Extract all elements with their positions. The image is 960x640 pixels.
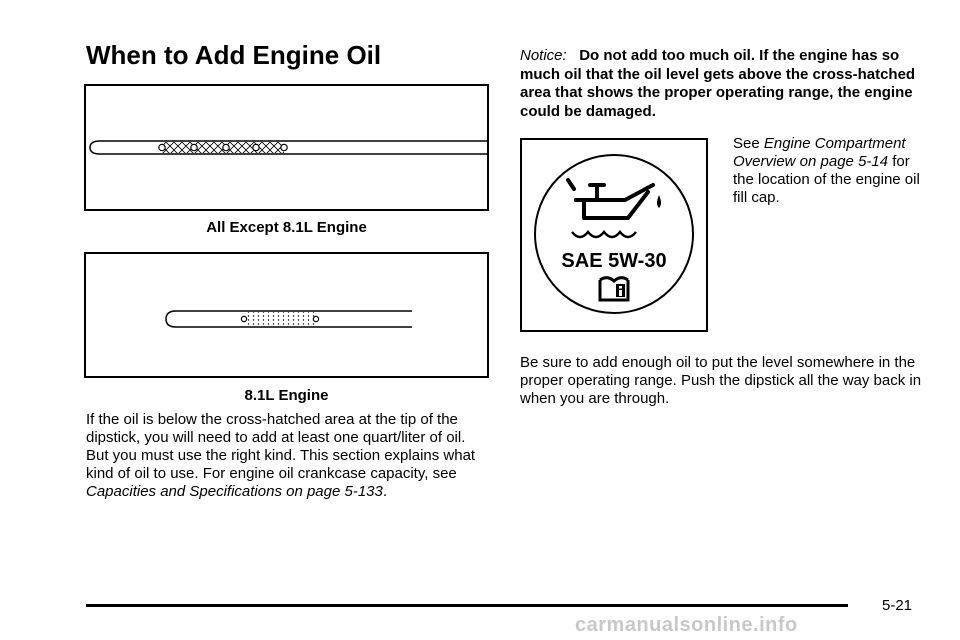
page-heading: When to Add Engine Oil <box>86 40 382 70</box>
oil-level-text: If the oil is below the cross-hatched area at the tip of the dipstick, you will need to add at least one quart/liter of oil. But you must use the right kind. This section explains what kind of oil to use. For engine oil crankcase capacity, see <box>86 411 476 482</box>
footer-rule <box>86 604 848 607</box>
notice-label: Notice: <box>520 47 567 64</box>
see-suffix: for the location of the engine oil fill cap. <box>733 153 920 206</box>
see-prefix: See <box>733 135 764 152</box>
site-watermark: carmanualsonline.info <box>575 614 798 636</box>
sae-grade-label: SAE 5W-30 <box>561 250 667 272</box>
page-number: 5-21 <box>882 597 913 614</box>
oil-fill-cap-figure <box>520 138 708 332</box>
oil-fill-cap-illustration <box>522 140 706 330</box>
figure-caption-8-1l: 8.1L Engine <box>244 387 329 404</box>
dipstick-8-1l-illustration <box>86 254 487 376</box>
notice-block <box>520 47 930 121</box>
see-fill-cap-paragraph <box>733 135 933 207</box>
oil-level-end: . <box>382 483 388 500</box>
capacities-link[interactable]: Capacities and Specifications on page 5-133 <box>86 483 383 500</box>
engine-compartment-link[interactable]: Engine Compartment Overview on page 5-14 <box>733 135 906 170</box>
dipstick-standard-illustration <box>86 86 487 209</box>
dipstick-figure-standard <box>84 84 489 211</box>
dipstick-figure-8-1l <box>84 252 489 378</box>
notice-text: Do not add too much oil. If the engine has so much oil that the oil level gets above the cross-hatched area that shows the proper operating range, the engine could be damaged. <box>520 47 916 120</box>
oil-level-paragraph <box>86 411 491 501</box>
figure-caption-standard: All Except 8.1L Engine <box>206 219 367 236</box>
add-oil-paragraph: Be sure to add enough oil to put the level somewhere in the proper operating range. Push the dipstick all the way back in when you are through. <box>520 354 922 407</box>
